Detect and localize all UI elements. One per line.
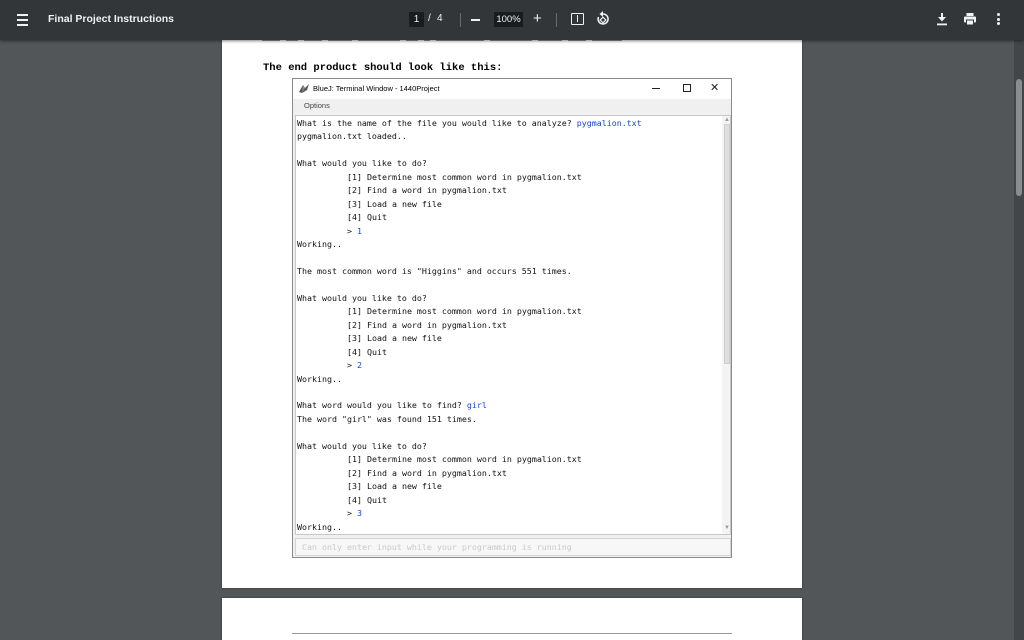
terminal-line (297, 373, 342, 385)
terminal-title: BlueJ: Terminal Window - 1440Project (313, 84, 440, 93)
terminal-line (347, 332, 442, 344)
output-text: > (347, 360, 357, 371)
terminal-line (347, 198, 442, 210)
toolbar-divider (460, 13, 461, 27)
terminal-line (347, 359, 362, 371)
document-title: Final Project Instructions (48, 13, 175, 25)
output-text: [1] Determine most common word in pygmalion.txt (347, 171, 582, 182)
pdf-page (222, 40, 802, 588)
output-text: [4] Quit (347, 494, 387, 505)
zoom-in-icon[interactable]: + (533, 10, 542, 27)
pdf-page (222, 598, 802, 640)
output-text: [2] Find a word in pygmalion.txt (347, 467, 507, 478)
terminal-window-image (292, 78, 732, 558)
user-input-text: 2 (357, 360, 362, 371)
zoom-out-icon[interactable] (471, 19, 480, 21)
output-text: What would you like to do? (297, 292, 427, 303)
output-text: Working.. (297, 239, 342, 250)
more-options-icon[interactable] (997, 13, 1001, 27)
options-menu: Options (304, 101, 330, 110)
output-text: [1] Determine most common word in pygmalion.txt (347, 306, 582, 317)
terminal-line (347, 171, 582, 183)
terminal-line (297, 399, 487, 411)
terminal-line (347, 507, 362, 519)
terminal-line (297, 440, 427, 452)
output-text: Working.. (297, 373, 342, 384)
output-text: [3] Load a new file (347, 333, 442, 344)
toolbar-divider (556, 13, 557, 27)
terminal-line (297, 265, 572, 277)
output-text: [3] Load a new file (347, 198, 442, 209)
page-total: 4 (437, 13, 443, 24)
terminal-line (297, 117, 642, 129)
terminal-line (347, 480, 442, 492)
terminal-line (347, 184, 507, 196)
output-text: pygmalion.txt loaded.. (297, 131, 407, 142)
output-text: [4] Quit (347, 346, 387, 357)
terminal-input-field (295, 538, 731, 556)
output-text: What would you like to do? (297, 440, 427, 451)
user-input-text: girl (466, 400, 487, 411)
scroll-down-icon: ▼ (724, 525, 730, 531)
print-icon[interactable] (963, 12, 977, 26)
bluej-logo-icon (298, 83, 310, 94)
terminal-line (297, 292, 427, 304)
terminal-line (297, 157, 427, 169)
terminal-line (347, 494, 387, 506)
user-input-text: pygmalion.txt (576, 118, 642, 128)
output-text: What is the name of the file you would like to analyze? (297, 118, 577, 128)
terminal-line (347, 346, 387, 358)
terminal-line (297, 521, 342, 533)
pdf-toolbar (0, 0, 1024, 40)
terminal-scrollbar-thumb (724, 124, 730, 364)
minimize-icon (652, 88, 660, 89)
close-icon: ✕ (710, 82, 720, 94)
menu-icon[interactable] (14, 12, 34, 28)
terminal-line (297, 130, 407, 142)
output-text: Working.. (297, 521, 342, 532)
terminal-line (297, 413, 477, 425)
terminal-line (347, 225, 362, 237)
terminal-line (347, 211, 387, 223)
intro-text: The end product should look like this: (263, 62, 503, 74)
output-text: [3] Load a new file (347, 481, 442, 492)
terminal-line (347, 467, 507, 479)
terminal-line (297, 238, 342, 250)
terminal-line (347, 305, 582, 317)
terminal-line (347, 319, 507, 331)
user-input-text: 1 (357, 225, 362, 236)
user-input-text: 3 (357, 508, 362, 519)
rotate-icon[interactable] (596, 11, 610, 27)
output-text: [4] Quit (347, 212, 387, 223)
output-text: The word "girl" was found 151 times. (297, 413, 477, 424)
viewer-scrollbar-thumb[interactable] (1016, 79, 1022, 196)
zoom-level-input[interactable]: 100% (494, 12, 523, 27)
page-separator: / (428, 13, 431, 24)
terminal-titlebar (293, 79, 731, 99)
output-text: What word would you like to find? (297, 400, 467, 411)
page-number-input[interactable]: 1 (409, 12, 424, 27)
scroll-up-icon: ▲ (724, 117, 730, 123)
output-text: [2] Find a word in pygmalion.txt (347, 319, 507, 330)
terminal-output (295, 115, 731, 535)
output-text: > (347, 508, 357, 519)
output-text: > (347, 225, 357, 236)
terminal-line (347, 453, 582, 465)
maximize-icon (683, 84, 691, 92)
output-text: [1] Determine most common word in pygmalion.txt (347, 454, 582, 465)
output-text: [2] Find a word in pygmalion.txt (347, 185, 507, 196)
download-icon[interactable] (936, 12, 948, 26)
next-image-edge (292, 633, 732, 634)
terminal-input-placeholder: Can only enter input while your programming is running (302, 542, 572, 552)
output-text: The most common word is "Higgins" and occurs 551 times. (297, 265, 572, 276)
fit-page-icon[interactable] (571, 13, 584, 25)
terminal-menubar (293, 99, 731, 113)
output-text: What would you like to do? (297, 158, 427, 169)
